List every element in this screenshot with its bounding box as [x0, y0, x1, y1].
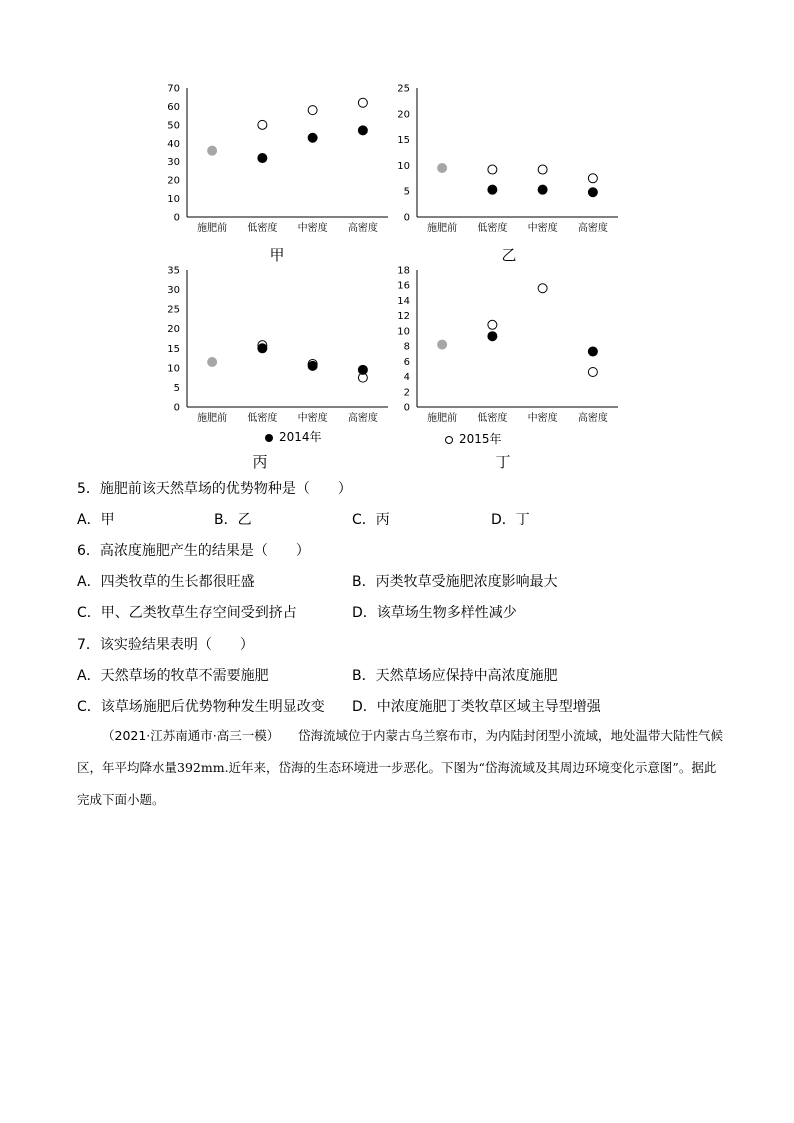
- chart-ding: [380, 262, 630, 427]
- question-6-option-c: C．甲、乙类牧草生存空间受到挤占: [77, 605, 297, 621]
- data-point-gray: [208, 146, 217, 155]
- y-tick-label: 20: [397, 109, 410, 121]
- question-7-stem: 7．该实验结果表明（ ）: [77, 637, 254, 653]
- hollow-circle-icon: [445, 436, 453, 444]
- y-tick-label: 30: [167, 157, 180, 169]
- y-tick-label: 0: [403, 212, 410, 224]
- chart-yi: [380, 80, 630, 240]
- y-tick-label: 0: [403, 402, 410, 414]
- question-5-option-c: C．丙: [352, 512, 390, 528]
- data-point-hollow: [258, 120, 267, 129]
- y-tick-label: 10: [167, 194, 180, 206]
- y-tick-label: 4: [403, 372, 410, 384]
- data-point-hollow: [588, 367, 597, 376]
- chart-label-yi: 乙: [501, 246, 517, 264]
- question-7-option-b: B．天然草场应保持中高浓度施肥: [352, 668, 558, 684]
- data-point-filled: [488, 185, 497, 194]
- y-tick-label: 25: [397, 83, 410, 95]
- data-point-filled: [308, 361, 317, 370]
- chart-bing: [150, 262, 400, 427]
- legend-2014: [265, 428, 322, 445]
- question-6-option-a: A．四类牧草的生长都很旺盛: [77, 574, 255, 590]
- y-tick-label: 12: [397, 311, 410, 323]
- x-tick-label: 中密度: [297, 223, 328, 234]
- x-tick-label: 中密度: [527, 413, 558, 424]
- y-tick-label: 10: [397, 160, 410, 172]
- x-tick-label: 低密度: [247, 413, 278, 424]
- passage-source: （2021·江苏南通市·高三一模）: [102, 728, 274, 743]
- passage-intro: [77, 720, 727, 816]
- y-tick-label: 5: [173, 382, 180, 394]
- data-point-hollow: [488, 165, 497, 174]
- x-tick-label: 高密度: [577, 413, 608, 424]
- chart-label-jia: 甲: [269, 246, 285, 264]
- y-tick-label: 25: [167, 304, 180, 316]
- x-tick-label: 施肥前: [197, 413, 228, 424]
- x-tick-label: 高密度: [577, 223, 608, 234]
- y-tick-label: 16: [397, 280, 410, 292]
- data-point-gray: [208, 357, 217, 366]
- x-tick-label: 低密度: [477, 413, 508, 424]
- data-point-hollow: [588, 174, 597, 183]
- legend-2014-label: 2014年: [279, 430, 322, 444]
- y-tick-label: 70: [167, 83, 180, 95]
- data-point-filled: [538, 185, 547, 194]
- data-point-gray: [438, 340, 447, 349]
- data-point-hollow: [538, 165, 547, 174]
- passage-text: 岱海流域位于内蒙古乌兰察布市，为内陆封闭型小流域，地处温带大陆性气候区，年平均降水量392mm.近年来，岱海的生态环境进一步恶化。下图为“岱海流域及其周边环境变化示意图”。据此完成下面小题。: [77, 728, 724, 807]
- chart-label-bing: 丙: [252, 453, 268, 471]
- y-tick-label: 30: [167, 285, 180, 297]
- y-tick-label: 0: [173, 402, 180, 414]
- filled-circle-icon: [265, 434, 273, 442]
- x-tick-label: 高密度: [347, 413, 378, 424]
- x-tick-label: 高密度: [347, 223, 378, 234]
- y-tick-label: 15: [167, 343, 180, 355]
- data-point-hollow: [358, 98, 367, 107]
- y-tick-label: 6: [403, 356, 410, 368]
- question-5-option-b: B．乙: [214, 512, 252, 528]
- y-tick-label: 8: [403, 341, 410, 353]
- y-tick-label: 35: [167, 265, 180, 277]
- question-7-option-d: D．中浓度施肥丁类牧草区域主导型增强: [352, 699, 601, 715]
- y-tick-label: 50: [167, 120, 180, 132]
- question-7-option-c: C．该草场施肥后优势物种发生明显改变: [77, 699, 325, 715]
- y-tick-label: 0: [173, 212, 180, 224]
- y-tick-label: 10: [167, 363, 180, 375]
- question-5-option-d: D．丁: [491, 512, 530, 528]
- y-tick-label: 18: [397, 265, 410, 277]
- data-point-filled: [588, 188, 597, 197]
- legend-2015: [445, 430, 502, 447]
- data-point-hollow: [488, 320, 497, 329]
- data-point-filled: [308, 133, 317, 142]
- question-5-stem: 5．施肥前该天然草场的优势物种是（ ）: [77, 481, 352, 497]
- data-point-filled: [588, 347, 597, 356]
- x-tick-label: 低密度: [247, 223, 278, 234]
- data-point-gray: [438, 163, 447, 172]
- x-tick-label: 施肥前: [427, 223, 458, 234]
- legend-2015-label: 2015年: [459, 432, 502, 446]
- y-tick-label: 5: [403, 186, 410, 198]
- question-6-option-b: B．丙类牧草受施肥浓度影响最大: [352, 574, 558, 590]
- y-tick-label: 2: [403, 387, 410, 399]
- question-7-option-a: A．天然草场的牧草不需要施肥: [77, 668, 269, 684]
- question-6-option-d: D．该草场生物多样性减少: [352, 605, 517, 621]
- x-tick-label: 低密度: [477, 223, 508, 234]
- x-tick-label: 中密度: [297, 413, 328, 424]
- y-tick-label: 20: [167, 324, 180, 336]
- x-tick-label: 中密度: [527, 223, 558, 234]
- y-tick-label: 20: [167, 175, 180, 187]
- y-tick-label: 14: [397, 295, 410, 307]
- y-tick-label: 10: [397, 326, 410, 338]
- chart-jia: [150, 80, 400, 240]
- data-point-filled: [488, 332, 497, 341]
- data-point-filled: [258, 154, 267, 163]
- data-point-filled: [358, 126, 367, 135]
- question-6-stem: 6．高浓度施肥产生的结果是（ ）: [77, 543, 310, 559]
- data-point-hollow: [538, 284, 547, 293]
- question-5-option-a: A．甲: [77, 512, 115, 528]
- data-point-hollow: [308, 106, 317, 115]
- y-tick-label: 60: [167, 101, 180, 113]
- y-tick-label: 15: [397, 135, 410, 147]
- x-tick-label: 施肥前: [197, 223, 228, 234]
- y-tick-label: 40: [167, 138, 180, 150]
- chart-label-ding: 丁: [495, 453, 511, 471]
- x-tick-label: 施肥前: [427, 413, 458, 424]
